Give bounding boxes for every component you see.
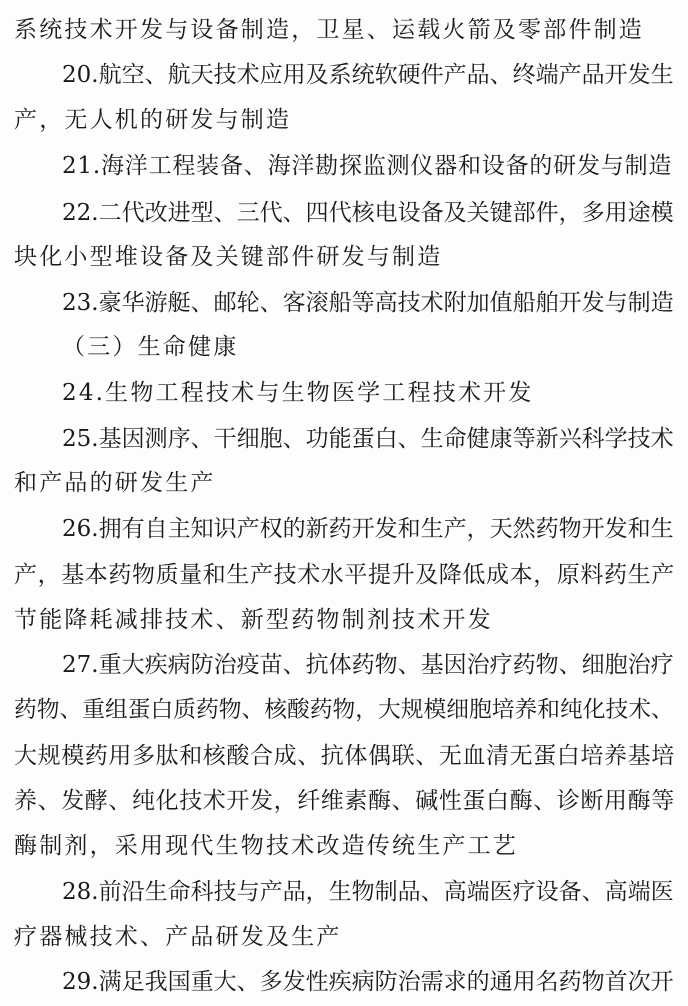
text-line: 系统技术开发与设备制造，卫星、运载火箭及零部件制造 [14, 17, 644, 43]
text-line: 药物、重组蛋白质药物、核酸药物，大规模细胞培养和纯化技术、 [14, 697, 674, 723]
text-line: 酶制剂，采用现代生物技术改造传统生产工艺 [14, 833, 518, 859]
text-line: 节能降耗减排技术、新型药物制剂技术开发 [14, 607, 493, 633]
list-item-23: 23.豪华游艇、邮轮、客滚船等高技术附加值船舶开发与制造 [62, 290, 674, 316]
list-item-29: 29.满足我国重大、多发性疾病防治需求的通用名药物首次开 [62, 969, 674, 995]
text-line: 和产品的研发生产 [14, 470, 216, 496]
list-item-27: 27.重大疾病防治疫苗、抗体药物、基因治疗药物、细胞治疗 [62, 652, 674, 678]
text-line: 产，无人机的研发与制造 [14, 107, 292, 133]
text-line: 养、发酵、纯化技术开发，纤维素酶、碱性蛋白酶、诊断用酶等 [14, 788, 675, 814]
list-item-26: 26.拥有自主知识产权的新药开发和生产，天然药物开发和生 [62, 516, 674, 542]
list-item-24: 24.生物工程技术与生物医学工程技术开发 [62, 380, 534, 406]
list-item-25: 25.基因测序、干细胞、功能蛋白、生命健康等新兴科学技术 [62, 426, 674, 452]
text-line: 大规模药用多肽和核酸合成、抗体偶联、无血清无蛋白培养基培 [14, 743, 675, 769]
text-line: 产，基本药物质量和生产技术水平提升及降低成本，原料药生产 [14, 562, 675, 588]
list-item-21: 21.海洋工程装备、海洋勘探监测仪器和设备的研发与制造 [62, 153, 673, 179]
text-line: 块化小型堆设备及关键部件研发与制造 [14, 244, 443, 270]
list-item-28: 28.前沿生命科技与产品，生物制品、高端医疗设备、高端医 [62, 879, 674, 905]
list-item-20: 20.航空、航天技术应用及系统软硬件产品、终端产品开发生 [62, 62, 674, 88]
section-heading: （三）生命健康 [62, 334, 239, 360]
list-item-22: 22.二代改进型、三代、四代核电设备及关键部件，多用途模 [62, 200, 674, 226]
text-line: 疗器械技术、产品研发及生产 [14, 924, 342, 950]
